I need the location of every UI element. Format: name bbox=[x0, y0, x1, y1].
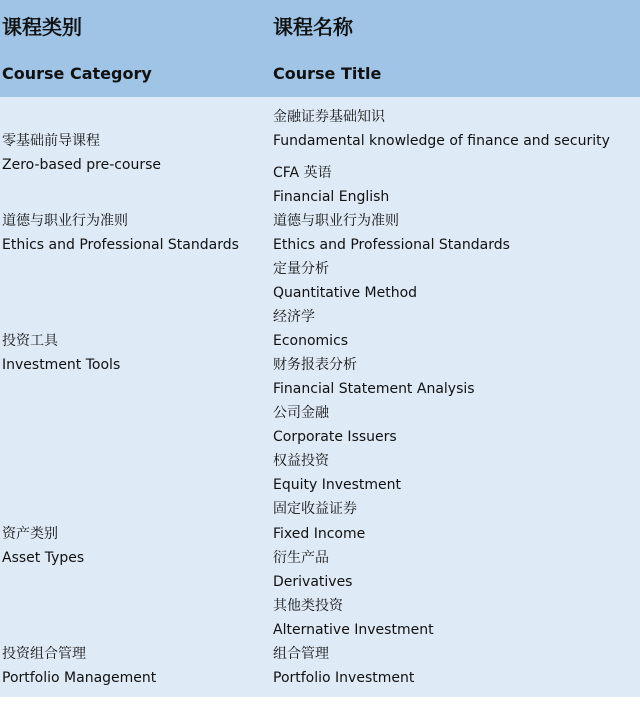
category-en: Investment Tools bbox=[2, 357, 121, 373]
course-cn: 衍生产品 bbox=[273, 550, 329, 566]
category-en: Ethics and Professional Standards bbox=[2, 237, 239, 253]
course-en: Fixed Income bbox=[273, 526, 366, 542]
course-en: Equity Investment bbox=[273, 477, 402, 493]
course-cn: CFA 英语 bbox=[273, 165, 332, 181]
header-title-cn: 课程名称 bbox=[273, 15, 353, 39]
category-cn: 投资组合管理 bbox=[2, 646, 86, 662]
course-cn: 组合管理 bbox=[273, 646, 329, 662]
course-cn: 定量分析 bbox=[273, 261, 329, 277]
course-en: Fundamental knowledge of finance and security bbox=[273, 133, 610, 149]
course-cn: 金融证券基础知识 bbox=[273, 109, 385, 125]
category-cn: 投资工具 bbox=[2, 333, 58, 349]
category-en: Asset Types bbox=[2, 550, 85, 566]
course-cn: 公司金融 bbox=[273, 405, 329, 421]
header-category-en: Course Category bbox=[2, 64, 152, 83]
course-cn: 道德与职业行为准则 bbox=[273, 213, 399, 229]
course-en: Portfolio Investment bbox=[273, 670, 415, 686]
course-en: Corporate Issuers bbox=[273, 429, 397, 445]
category-cn: 资产类别 bbox=[2, 526, 58, 542]
course-cn: 经济学 bbox=[273, 309, 315, 325]
course-en: Derivatives bbox=[273, 574, 353, 590]
table-header bbox=[0, 0, 640, 97]
course-cn: 权益投资 bbox=[273, 453, 329, 469]
course-en: Alternative Investment bbox=[273, 622, 434, 638]
course-en: Financial English bbox=[273, 189, 390, 205]
course-cn: 财务报表分析 bbox=[273, 357, 357, 373]
course-en: Quantitative Method bbox=[273, 285, 418, 301]
course-en: Ethics and Professional Standards bbox=[273, 237, 510, 253]
category-en: Zero-based pre-course bbox=[2, 157, 162, 173]
header-title-en: Course Title bbox=[273, 64, 382, 83]
course-cn: 固定收益证券 bbox=[273, 501, 357, 517]
category-cn: 道德与职业行为准则 bbox=[2, 213, 128, 229]
course-en: Economics bbox=[273, 333, 349, 349]
course-en: Financial Statement Analysis bbox=[273, 381, 475, 397]
header-category-cn: 课程类别 bbox=[2, 15, 82, 39]
category-cn: 零基础前导课程 bbox=[2, 133, 100, 149]
category-en: Portfolio Management bbox=[2, 670, 157, 686]
course-cn: 其他类投资 bbox=[273, 598, 343, 614]
